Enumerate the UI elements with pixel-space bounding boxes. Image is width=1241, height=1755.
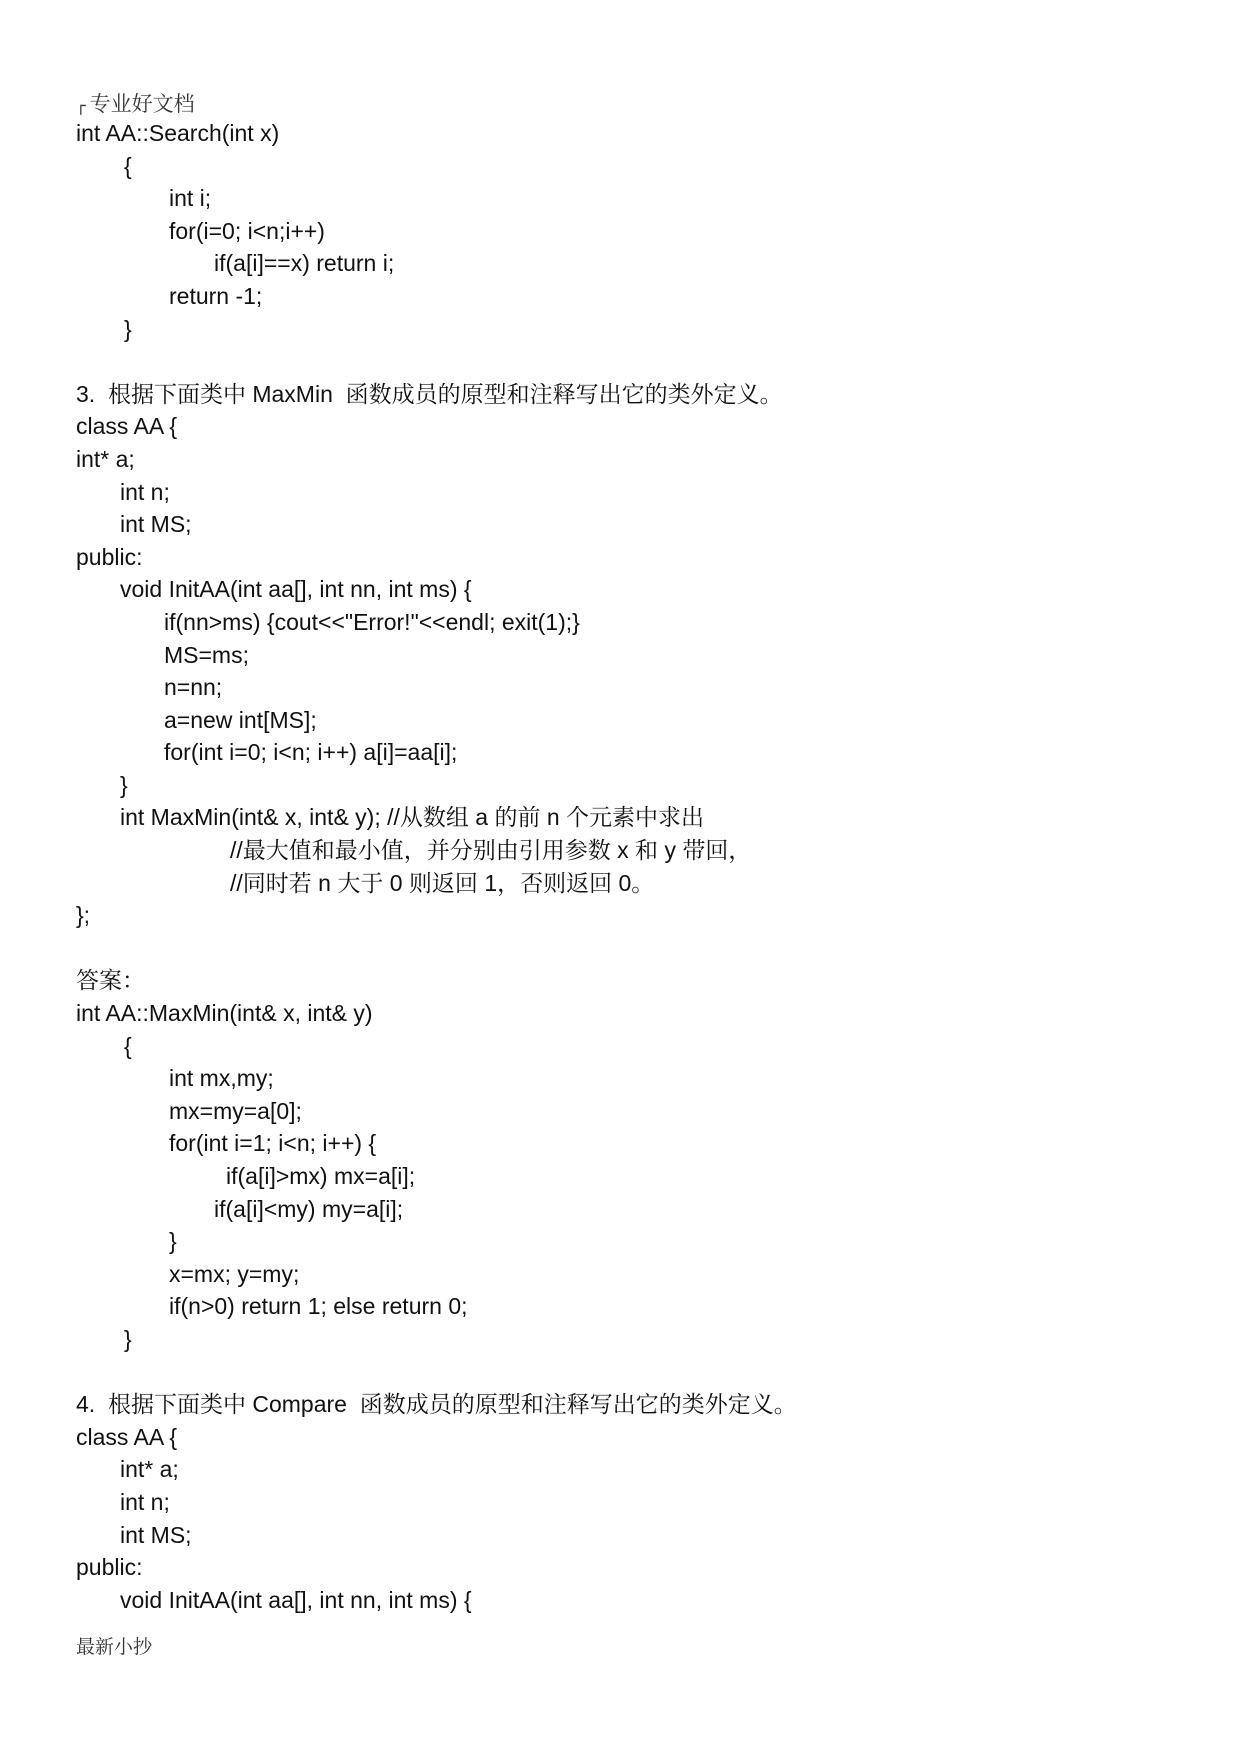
- blank-line: [76, 1356, 1156, 1389]
- text-line: {: [124, 152, 132, 179]
- text-line: }: [120, 771, 128, 798]
- text-line: //最大值和最小值，并分别由引用参数 x 和 y 带回，: [230, 837, 752, 864]
- text-line: int AA::MaxMin(int& x, int& y): [76, 1000, 373, 1027]
- text-line: int MS;: [120, 511, 192, 538]
- text-line: int mx,my;: [169, 1065, 274, 1092]
- text-line: public:: [76, 543, 143, 570]
- blank-line: [76, 345, 1156, 378]
- text-line: for(int i=0; i<n; i++) a[i]=aa[i];: [164, 739, 458, 766]
- text-line: int AA::Search(int x): [76, 120, 280, 146]
- text-line: int n;: [120, 1488, 170, 1515]
- text-line: public:: [76, 1554, 143, 1581]
- text-line: if(n>0) return 1; else return 0;: [169, 1293, 468, 1320]
- text-line: MS=ms;: [164, 641, 249, 668]
- text-line: if(a[i]<my) my=a[i];: [214, 1195, 404, 1222]
- document-body: [76, 117, 1156, 1616]
- text-line: 3. 根据下面类中 MaxMin 函数成员的原型和注释写出它的类外定义。: [76, 380, 783, 407]
- text-line: void InitAA(int aa[], int nn, int ms) {: [120, 1586, 472, 1613]
- text-line: {: [124, 1032, 132, 1059]
- text-line: for(i=0; i<n;i++): [169, 217, 325, 244]
- text-line: x=mx; y=my;: [169, 1260, 300, 1287]
- page-header: [76, 88, 195, 118]
- text-line: int n;: [120, 478, 170, 505]
- text-line: int* a;: [120, 1456, 179, 1483]
- text-line: n=nn;: [164, 674, 223, 701]
- page-footer: 最新小抄: [76, 1636, 153, 1658]
- text-line: mx=my=a[0];: [169, 1097, 302, 1124]
- text-line: void InitAA(int aa[], int nn, int ms) {: [120, 576, 472, 603]
- text-line: if(a[i]>mx) mx=a[i];: [226, 1163, 416, 1189]
- text-line: 4. 根据下面类中 Compare 函数成员的原型和注释写出它的类外定义。: [76, 1391, 797, 1418]
- blank-line: [76, 932, 1156, 965]
- text-line: }: [169, 1228, 177, 1255]
- text-line: 答案：: [76, 967, 145, 994]
- header-text: 专业好文档: [89, 92, 195, 116]
- text-line: int MS;: [120, 1521, 192, 1548]
- text-line: //同时若 n 大于 0 则返回 1，否则返回 0。: [230, 869, 655, 896]
- text-line: class AA {: [76, 413, 178, 440]
- text-line: int MaxMin(int& x, int& y); //从数组 a 的前 n 个元素中求出: [120, 804, 705, 831]
- corner-mark-icon: ┌: [76, 96, 86, 115]
- text-line: int* a;: [76, 445, 135, 472]
- text-line: if(a[i]==x) return i;: [214, 250, 395, 277]
- text-line: return -1;: [169, 282, 263, 309]
- text-line: class AA {: [76, 1423, 178, 1450]
- text-line: }: [124, 1325, 132, 1352]
- text-line: };: [76, 902, 91, 929]
- text-line: for(int i=1; i<n; i++) {: [169, 1130, 377, 1157]
- text-line: }: [124, 315, 132, 342]
- text-line: a=new int[MS];: [164, 706, 317, 733]
- text-line: int i;: [169, 185, 212, 212]
- text-line: if(nn>ms) {cout<<"Error!"<<endl; exit(1);}: [164, 608, 580, 635]
